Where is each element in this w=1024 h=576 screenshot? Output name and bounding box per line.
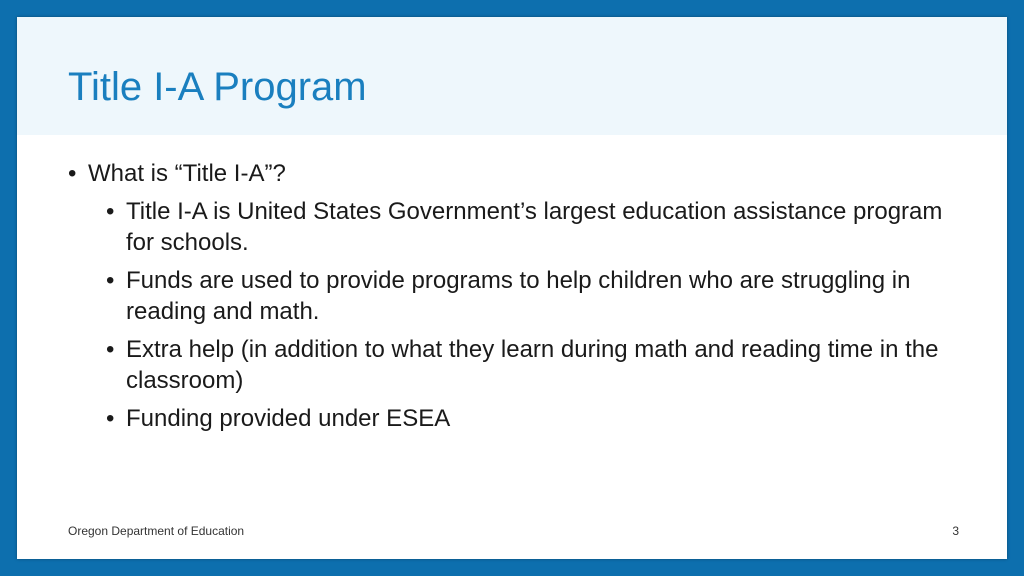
bullet-icon: • — [106, 336, 115, 363]
bullet-icon: • — [106, 405, 115, 432]
footer-organization: Oregon Department of Education — [68, 524, 245, 538]
slide — [17, 17, 1007, 559]
sub-bullet-text: Extra help (in addition to what they learn during math and reading time in the classroom) — [126, 336, 939, 394]
sub-bullet-text: Title I-A is United States Government’s largest education assistance program for schools. — [126, 198, 943, 256]
slide-content — [68, 158, 968, 441]
sub-bullet-item — [106, 196, 966, 258]
bullet-item — [68, 158, 968, 189]
page-number: 3 — [952, 524, 959, 538]
bullet-icon: • — [68, 160, 77, 187]
title-band — [17, 17, 1007, 135]
bullet-icon: • — [106, 198, 115, 225]
sub-bullet-item — [106, 403, 966, 434]
bullet-text: What is “Title I-A”? — [88, 160, 286, 187]
sub-bullet-item — [106, 265, 966, 327]
sub-bullet-text: Funding provided under ESEA — [126, 405, 451, 432]
sub-bullet-item — [106, 334, 966, 396]
sub-bullet-text: Funds are used to provide programs to help children who are struggling in reading and math. — [126, 267, 911, 325]
bullet-icon: • — [106, 267, 115, 294]
slide-title: Title I-A Program — [68, 65, 367, 109]
